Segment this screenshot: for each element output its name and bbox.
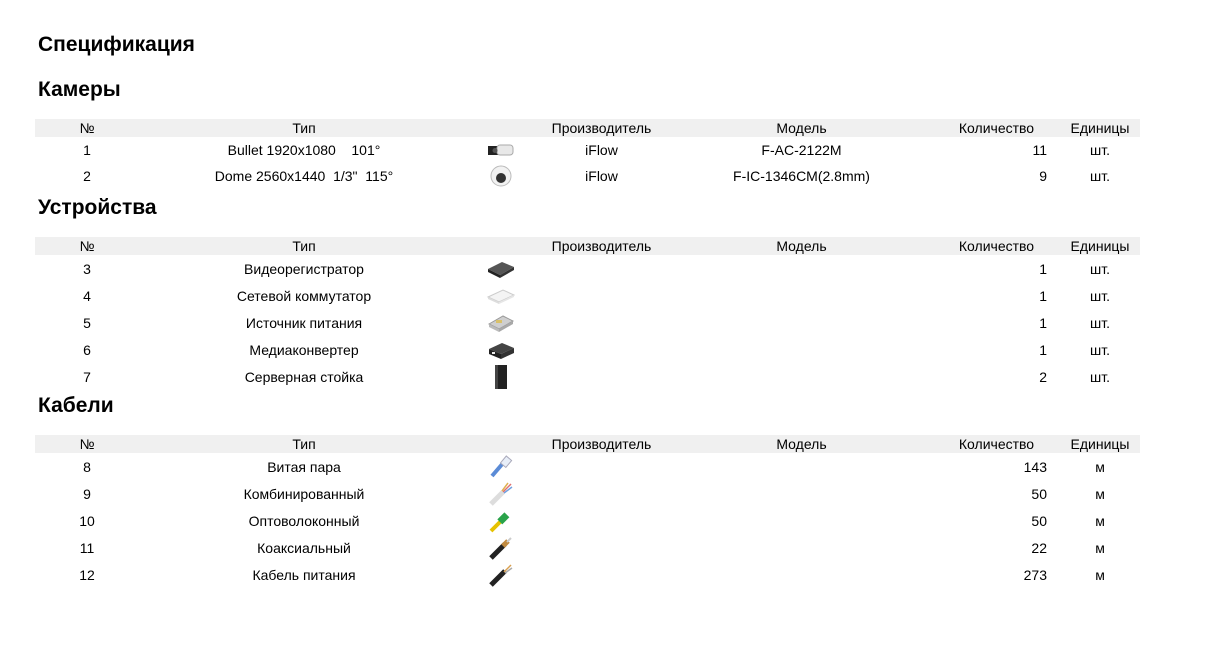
table-row: 7 Серверная стойка 2 шт. (35, 363, 1140, 390)
section-heading-cables: Кабели (38, 394, 114, 417)
table-header: № Тип Производитель Модель Количество Единицы (35, 435, 1140, 453)
col-type: Тип (292, 120, 316, 136)
section-heading-cameras: Камеры (38, 78, 121, 101)
combined-cable-icon (488, 481, 514, 507)
col-maker: Производитель (551, 120, 652, 136)
table-row: 9 Комбинированный 50 м (35, 480, 1140, 507)
devices-table (35, 237, 1140, 390)
power-supply-icon (486, 312, 516, 334)
table-row: 1 Bullet 1920x1080 101° iFlow F-AC-2122M 11 шт. (83, 142, 1110, 158)
table-header (35, 119, 1140, 137)
table-row: 3 Видеорегистратор 1 шт. (83, 260, 1110, 277)
col-model: Модель (776, 120, 827, 136)
coaxial-cable-icon (488, 535, 514, 561)
table-row: 8 Витая пара 143 м (35, 453, 1140, 480)
table-row: 6 Медиаконвертер 1 шт. (35, 336, 1140, 363)
network-switch-icon (486, 286, 516, 306)
table-row: 5 Источник питания 1 шт. (35, 309, 1140, 336)
col-num: № (79, 120, 95, 136)
nvr-icon (486, 259, 516, 279)
fiber-optic-cable-icon (488, 508, 514, 534)
power-cable-icon (488, 562, 514, 588)
cameras-table (35, 119, 1140, 189)
bullet-camera-icon (486, 141, 516, 159)
col-units: Единицы (1070, 120, 1130, 136)
col-qty: Количество (958, 120, 1035, 136)
dome-camera-icon (489, 164, 513, 188)
table-row: 12 Кабель питания 273 м (35, 561, 1140, 588)
table-row: 2 Dome 2560x1440 1/3" 115° iFlow F-IC-1346CM(2.8mm) 9 шт. (35, 163, 1140, 189)
cables-table (35, 435, 1140, 588)
section-heading-devices: Устройства (38, 196, 157, 219)
table-row: 4 Сетевой коммутатор 1 шт. (83, 287, 1110, 304)
server-rack-icon (492, 364, 510, 390)
twisted-pair-cable-icon (488, 454, 514, 480)
table-header: № Тип Производитель Модель Количество Единицы (35, 237, 1140, 255)
table-row: 10 Оптоволоконный 50 м (35, 507, 1140, 534)
page-title: Спецификация (38, 33, 195, 56)
media-converter-icon (486, 339, 516, 361)
table-row: 11 Коаксиальный 22 м (35, 534, 1140, 561)
